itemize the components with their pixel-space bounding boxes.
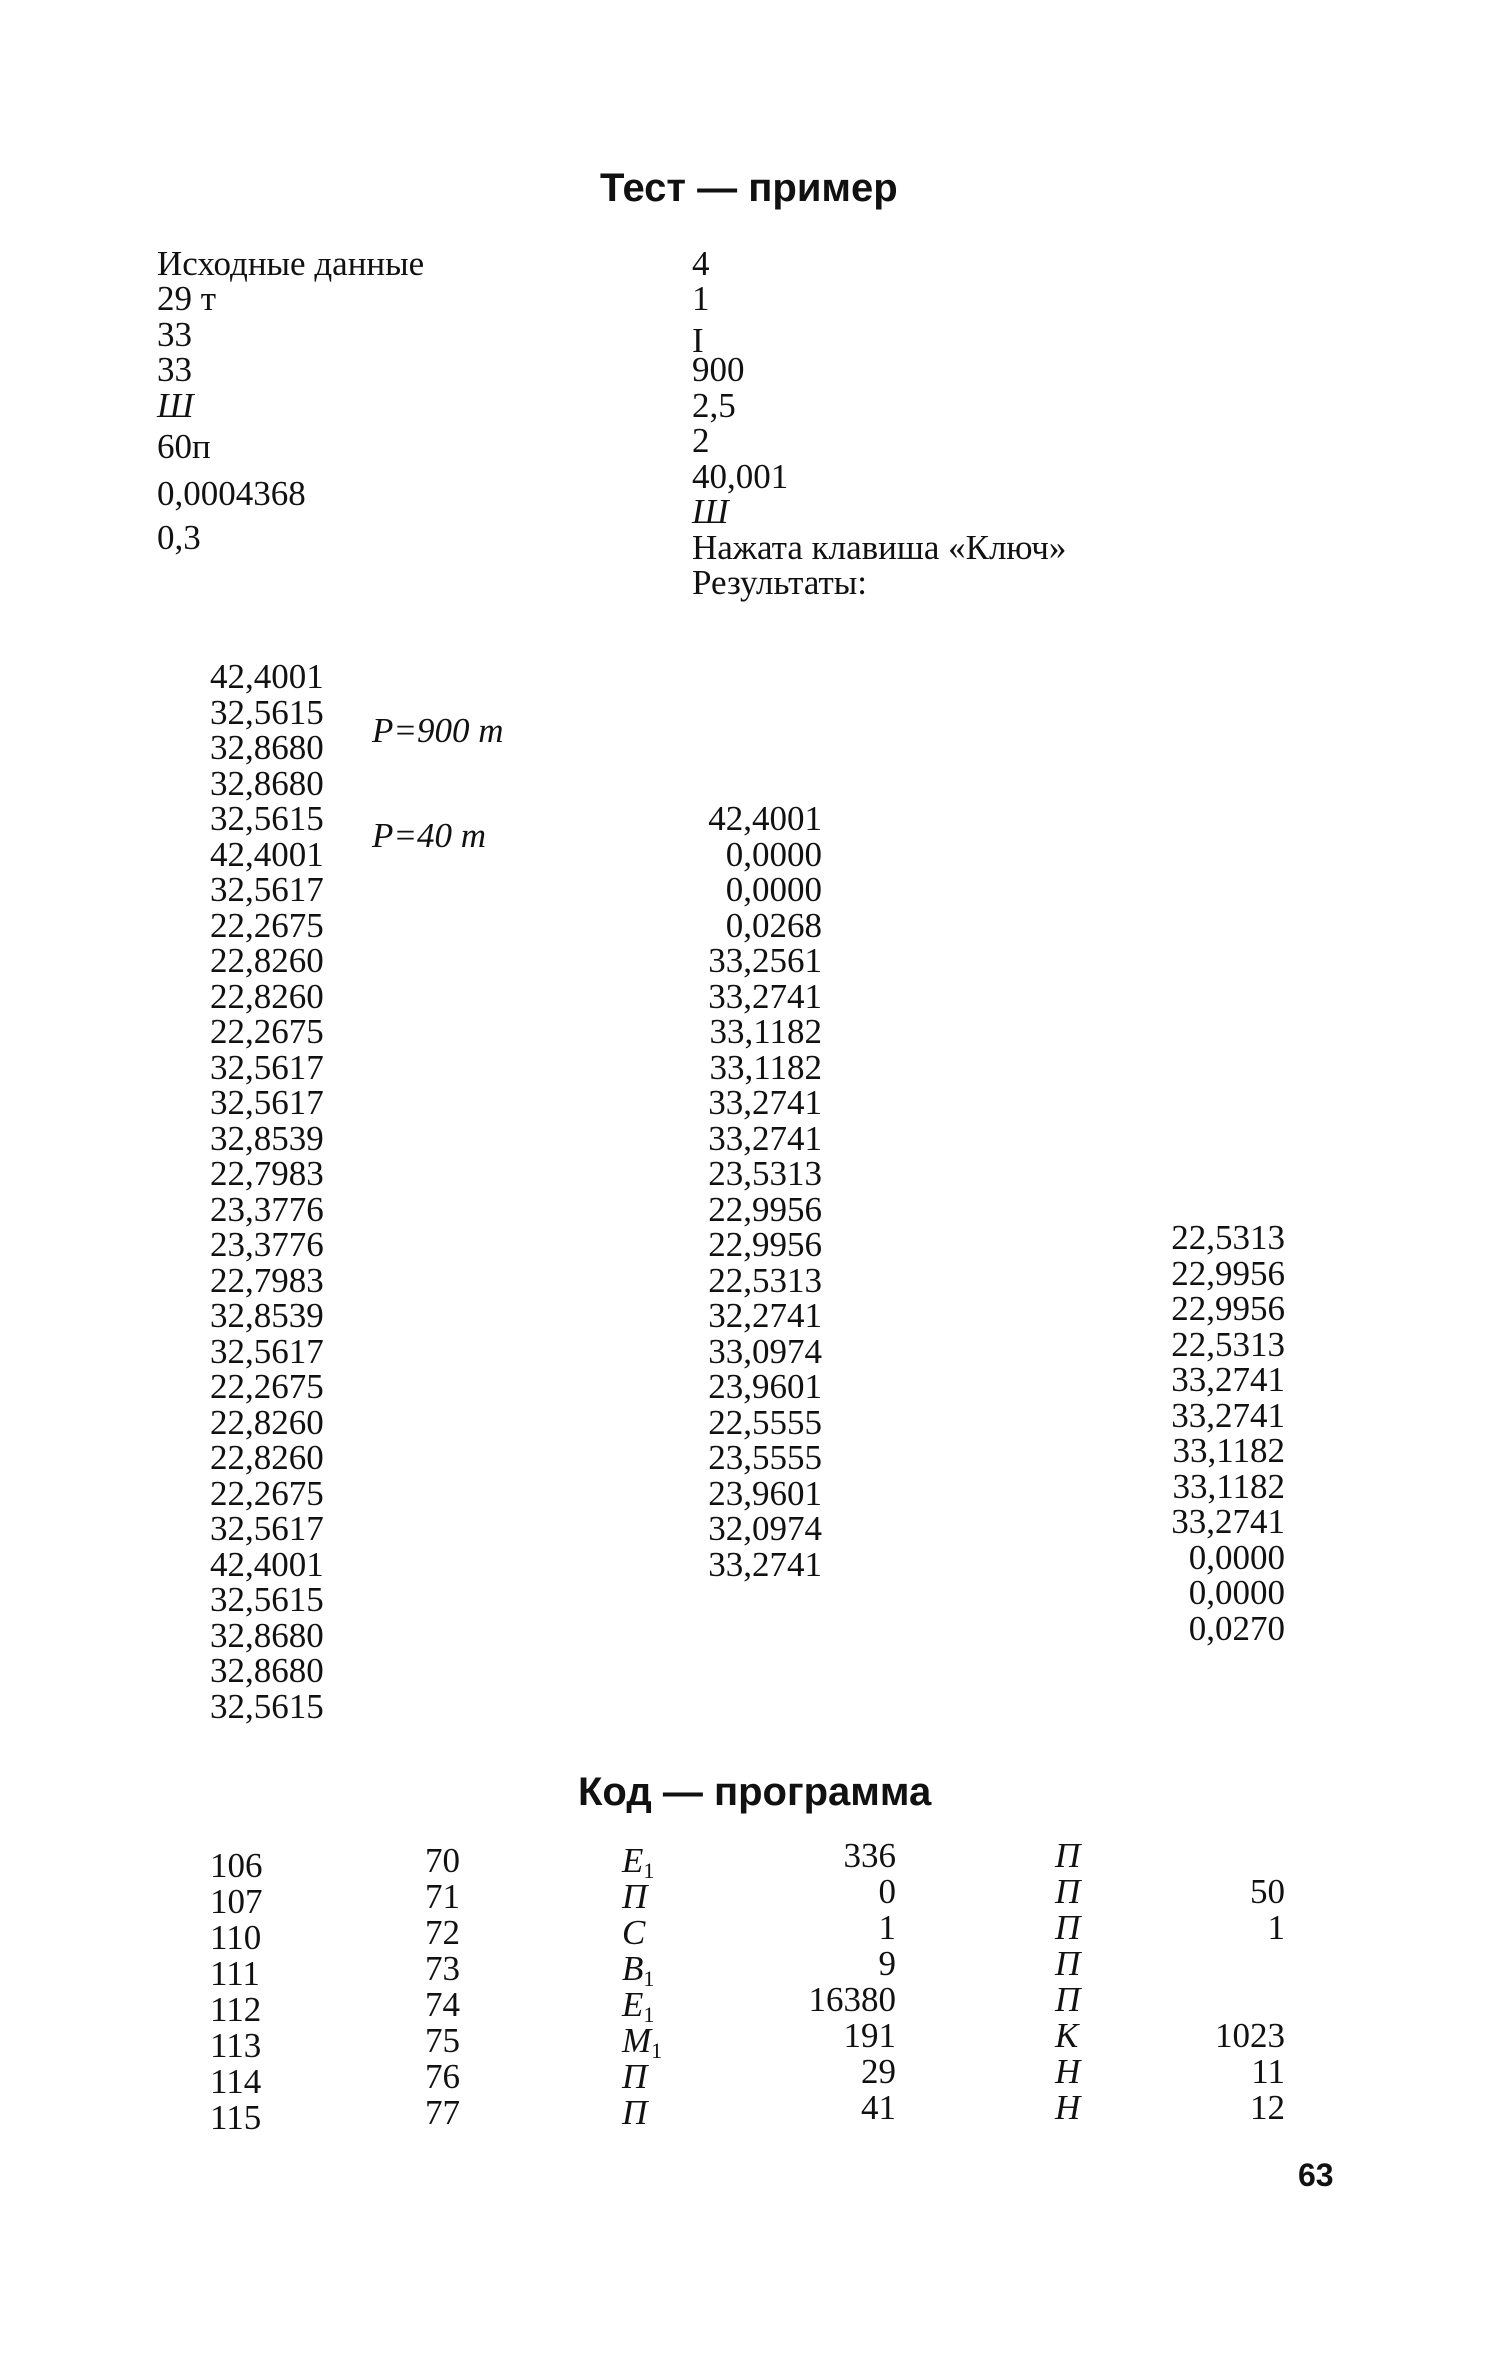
input-right-item: 2,5 — [692, 386, 736, 425]
program-cell: C — [622, 1913, 646, 1952]
result-value: 32,5617 — [210, 1083, 324, 1122]
program-cell: 0 — [878, 1872, 896, 1911]
input-left-item: 0,0004368 — [157, 474, 306, 513]
program-cell: 41 — [861, 2088, 896, 2127]
input-right-item: 900 — [692, 350, 745, 389]
result-value: 33,2741 — [1171, 1360, 1285, 1399]
program-cell: П — [622, 1877, 648, 1916]
program-cell: 1023 — [1215, 2016, 1285, 2055]
result-value: 0,0268 — [725, 905, 822, 945]
result-value: 22,5313 — [1171, 1218, 1285, 1257]
results-column-2 — [690, 801, 822, 1582]
result-value: 22,8260 — [210, 976, 324, 1016]
input-right-item: 1 — [692, 279, 710, 318]
result-value: 22,8260 — [210, 1438, 324, 1477]
result-value: 22,7983 — [210, 1154, 324, 1193]
result-value: 22,9956 — [708, 1189, 822, 1229]
result-value: 22,8260 — [210, 1402, 324, 1442]
program-cell: 1 — [878, 1908, 896, 1947]
program-cell: $E_1$ — [622, 1841, 655, 1883]
program-cell: K — [1055, 2016, 1079, 2055]
result-value: 22,5313 — [1171, 1324, 1285, 1364]
program-cell: $M_1$ — [622, 2021, 663, 2063]
input-left-item: 60п — [157, 427, 211, 466]
page-number: 63 — [1298, 2157, 1334, 2193]
program-num1-column — [770, 1838, 896, 2126]
result-value: 42,4001 — [210, 1544, 324, 1584]
result-value: 22,5313 — [708, 1260, 822, 1300]
result-value: 22,2675 — [210, 1012, 324, 1051]
input-right-item: Нажата клавиша «Ключ» — [692, 528, 1067, 567]
result-value: 0,0000 — [1188, 1573, 1285, 1612]
input-right-item: Ш — [692, 492, 729, 531]
result-value: 22,9956 — [1171, 1253, 1285, 1293]
result-value: 23,5555 — [708, 1438, 822, 1477]
program-cell: 16380 — [808, 1980, 896, 2019]
result-value: 32,5617 — [210, 1509, 324, 1548]
program-cell: 70 — [425, 1841, 460, 1880]
result-value: 33,2741 — [1171, 1395, 1285, 1435]
result-value: 32,2741 — [708, 1296, 822, 1335]
result-value: 42,4001 — [210, 657, 324, 696]
program-num2-column — [1150, 1838, 1285, 2126]
program-cell: 72 — [425, 1913, 460, 1952]
load-note-900: P=900 т — [372, 711, 504, 750]
results-column-3 — [1150, 1220, 1285, 1646]
result-value: 32,0974 — [708, 1509, 822, 1548]
input-right-item: 4 — [692, 244, 710, 283]
input-right-item: 40,001 — [692, 457, 789, 496]
result-value: 33,1182 — [709, 1012, 822, 1051]
program-cell: H — [1055, 2052, 1081, 2091]
result-value: 22,2675 — [210, 1473, 324, 1513]
program-cell: П — [1055, 1908, 1081, 1947]
result-value: 33,2741 — [708, 1083, 822, 1122]
program-cell: 11 — [1251, 2052, 1285, 2091]
result-value: 33,1182 — [709, 1047, 822, 1087]
result-value: 33,2741 — [708, 1544, 822, 1584]
program-cell: $E_1$ — [622, 1985, 655, 2027]
program-cell: 75 — [425, 2021, 460, 2060]
result-value: 33,1182 — [1172, 1431, 1285, 1470]
input-left-item: Ш — [157, 386, 194, 425]
result-value: 33,2741 — [708, 976, 822, 1016]
result-value: 32,5617 — [210, 1047, 324, 1087]
result-value: 33,2561 — [708, 941, 822, 980]
result-value: 23,3776 — [210, 1189, 324, 1229]
result-value: 32,8680 — [210, 728, 324, 767]
program-cell: 76 — [425, 2057, 460, 2096]
result-value: 23,9601 — [708, 1473, 822, 1513]
program-cell: 112 — [210, 1990, 262, 2029]
program-cell: 107 — [210, 1882, 263, 1921]
program-cell: П — [622, 2057, 648, 2096]
result-value: 33,2741 — [708, 1118, 822, 1158]
result-value: 22,5555 — [708, 1402, 822, 1442]
program-cell: 50 — [1250, 1872, 1285, 1911]
program-cell: 110 — [210, 1918, 262, 1957]
program-op1-column — [622, 1843, 662, 2131]
result-value: 33,0974 — [708, 1331, 822, 1371]
result-value: 22,7983 — [210, 1260, 324, 1300]
program-cell: 111 — [210, 1954, 260, 1993]
program-cell: П — [1055, 1836, 1081, 1875]
result-value: 0,0270 — [1188, 1608, 1285, 1648]
program-op2-column — [1055, 1838, 1080, 2126]
program-cell: H — [1055, 2088, 1081, 2127]
program-cell: 12 — [1250, 2088, 1285, 2127]
input-left-item: 33 — [157, 315, 192, 354]
result-value: 0,0000 — [725, 834, 822, 874]
input-right-item: 2 — [692, 421, 710, 460]
result-value: 32,5617 — [210, 1331, 324, 1371]
result-value: 32,5615 — [210, 1580, 324, 1619]
result-value: 23,3776 — [210, 1225, 324, 1264]
result-value: 32,8680 — [210, 763, 324, 803]
results-column-1 — [210, 659, 324, 1724]
program-cell: 191 — [843, 2016, 896, 2055]
result-value: 23,9601 — [708, 1367, 822, 1406]
program-cell — [1150, 1838, 1285, 1874]
program-title: Код — программа — [578, 1770, 932, 1814]
program-cell: $B_1$ — [622, 1949, 655, 1991]
load-note-40: P=40 т — [372, 816, 487, 855]
result-value: 32,8539 — [210, 1118, 324, 1158]
program-cell: П — [1055, 1980, 1081, 2019]
result-value: 32,8539 — [210, 1296, 324, 1335]
result-value: 22,2675 — [210, 1367, 324, 1406]
program-cell: П — [1055, 1944, 1081, 1983]
program-cell: 1 — [1267, 1908, 1285, 1947]
program-cell: 106 — [210, 1846, 263, 1885]
program-cell: 336 — [843, 1836, 896, 1875]
input-right-item: I — [692, 321, 704, 360]
program-addr2-column — [425, 1843, 460, 2131]
program-cell: П — [622, 2093, 648, 2132]
result-value: 33,2741 — [1171, 1502, 1285, 1541]
input-right-item: Результаты: — [692, 563, 867, 602]
result-value: 32,8680 — [210, 1615, 324, 1655]
result-value: 32,5615 — [210, 1686, 324, 1726]
result-value: 0,0000 — [725, 870, 822, 909]
program-cell: 71 — [425, 1877, 460, 1916]
result-value: 32,5615 — [210, 692, 324, 732]
result-value: 0,0000 — [1188, 1537, 1285, 1577]
result-value: 22,9956 — [708, 1225, 822, 1264]
result-value: 42,4001 — [708, 799, 822, 838]
result-value: 42,4001 — [210, 834, 324, 874]
program-addr1-column — [210, 1848, 263, 2136]
result-value: 23,5313 — [708, 1154, 822, 1193]
program-cell: П — [1055, 1872, 1081, 1911]
result-value: 33,1182 — [1172, 1466, 1285, 1506]
program-cell: 115 — [210, 2098, 262, 2137]
program-cell — [1150, 1982, 1285, 2018]
program-cell: 114 — [210, 2062, 262, 2101]
result-value: 22,2675 — [210, 905, 324, 945]
input-left-item: 29 т — [157, 279, 217, 318]
result-value: 22,9956 — [1171, 1289, 1285, 1328]
input-left-item: Исходные данные — [157, 244, 425, 283]
program-cell: 77 — [425, 2093, 460, 2132]
input-left-item: 33 — [157, 350, 192, 389]
test-title: Тест — пример — [600, 166, 898, 210]
result-value: 32,5617 — [210, 870, 324, 909]
result-value: 32,5615 — [210, 799, 324, 838]
program-cell: 9 — [878, 1944, 896, 1983]
result-value: 32,8680 — [210, 1651, 324, 1690]
program-cell: 73 — [425, 1949, 460, 1988]
input-left-item: 0,3 — [157, 518, 201, 557]
result-value: 22,8260 — [210, 941, 324, 980]
program-cell — [1150, 1946, 1285, 1982]
program-cell: 74 — [425, 1985, 460, 2024]
program-cell: 29 — [861, 2052, 896, 2091]
program-cell: 113 — [210, 2026, 262, 2065]
